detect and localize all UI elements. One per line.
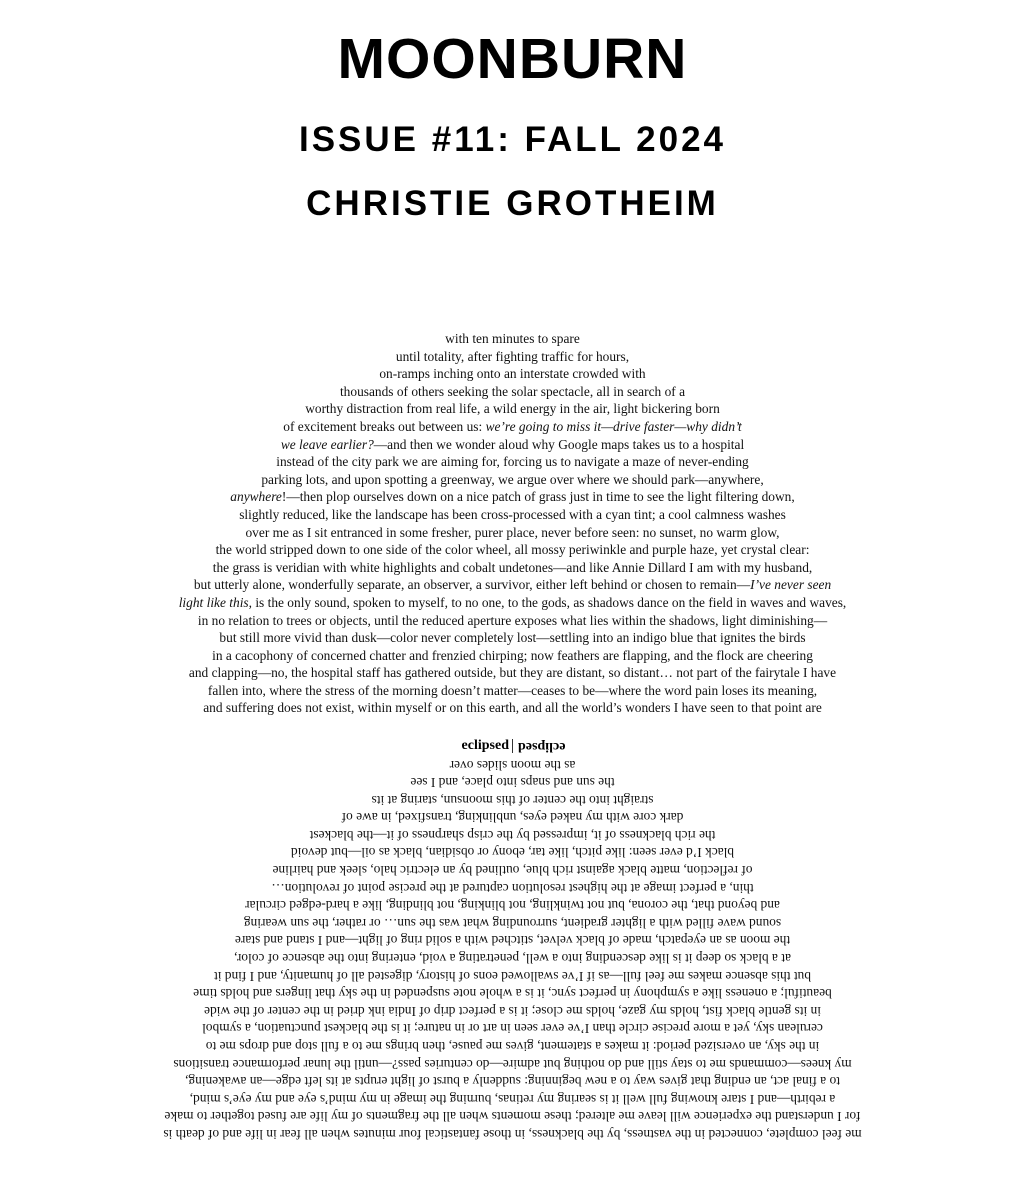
poem-line	[0, 1038, 1025, 1056]
poem-line	[0, 1125, 1025, 1143]
poem-line-segment: —and then we wonder aloud why Google maps takes us to a hospital	[373, 436, 745, 452]
poem-line-segment: of excitement breaks out between us:	[283, 418, 486, 434]
poem-line	[0, 879, 1025, 897]
poem-line-segment: the moon as an eyepatch, made of black velvet, stitched with a solid ring of light—and I stand and stare	[234, 933, 791, 949]
poem-line	[0, 471, 1025, 489]
poem-line	[0, 844, 1025, 862]
poem-line	[0, 488, 1025, 506]
poem-line	[0, 1108, 1025, 1126]
poem-line-segment: with ten minutes to spare	[445, 331, 580, 346]
poem-line-segment: but this absence makes me feel full—as if I’ve swallowed eons of history, digested all of humanity, and I find it	[214, 968, 811, 984]
poem-line	[0, 897, 1025, 915]
poem-line-segment: on-ramps inching onto an interstate crowded with	[379, 366, 646, 382]
poem-line-segment: a rebirth—and I stare knowing full well it is searing my retinas, burning the image in my mind’s eye and my eye’s mind,	[189, 1091, 836, 1107]
poem-line-segment: beautiful; a oneness like a symphony in perfect sync, it is a whole note suspended in the sky that lingers and holds time	[193, 986, 832, 1002]
poem-line-segment: sound wave filled with a lighter gradient, surrounding what was the sun… or rather, the sun wearing	[243, 915, 782, 931]
poem-line	[0, 576, 1025, 594]
poem-line	[0, 1020, 1025, 1038]
poem-line	[0, 348, 1025, 366]
poem-line	[0, 699, 1025, 717]
poem-line-segment: as the moon slides over	[449, 757, 576, 773]
poem-line-italic-segment: light like this	[178, 594, 249, 610]
poem-line-segment: thousands of others seeking the solar spectacle, all in search of a	[339, 383, 686, 399]
author-name: CHRISTIE GROTHEIM	[306, 184, 719, 223]
poem-line	[0, 541, 1025, 559]
poem-line	[0, 826, 1025, 844]
poem-line-segment: in its gentle black fist, holds my gaze, holds me close; it is a perfect drip of India ink dried in the center of the wide	[204, 1003, 821, 1019]
poem-line-segment: my knees—commands me to stay still and do nothing but admire—do centuries pass?—until the lunar performance transitions	[173, 1056, 852, 1072]
poem-line-segment: but utterly alone, wonderfully separate, an observer, a survivor, either left behind or chosen to remain—	[193, 577, 751, 593]
poem-line-italic-segment: I’ve never seen	[750, 577, 832, 593]
poem-line-italic-segment: we leave earlier?	[280, 436, 374, 452]
poem-line	[0, 862, 1025, 880]
poem-line	[0, 594, 1025, 612]
poem-line-segment: black I’d ever seen: like pitch, like tar, ebony or obsidian, black as oil—but devoid	[290, 845, 735, 861]
poem-line	[0, 950, 1025, 968]
poem-line	[0, 1002, 1025, 1020]
poem-line-segment: to a final act, an ending that gives way to a new beginning: suddenly a burst of light erupts at its left edge—an awakening,	[185, 1074, 840, 1090]
poem-line-segment: and clapping—no, the hospital staff has gathered outside, but they are distant, so distant… not part of the fairytale I have	[188, 665, 837, 681]
poem-upper-half	[0, 330, 1025, 717]
poem-line-segment: the rich blackness of it, impressed by the crisp sharpness of it—the blackest	[309, 827, 716, 843]
poem-line-segment: parking lots, and upon spotting a greenway, we argue over where we should park—anywhere,	[261, 471, 764, 487]
poem-line-segment: straight into the center of this moonsun, staring at its	[371, 792, 654, 808]
poem-line-segment: cerulean sky, yet a more precise circle than I’ve ever seen in art or in nature; it is the blackest punctuation, a symbol	[202, 1021, 823, 1037]
poem-line-segment: fallen into, where the stress of the morning doesn’t matter—ceases to be—where the word pain loses its meaning,	[207, 682, 818, 698]
poem-line-italic-segment: anywhere	[230, 489, 282, 505]
magazine-title: MOONBURN	[337, 27, 688, 91]
poem-line	[0, 1090, 1025, 1108]
poem-line	[0, 612, 1025, 630]
poem-line	[0, 436, 1025, 454]
poem-line-segment: in the sky, an oversized period: it makes a statement, gives me pause, then brings me to a full stop and drops me to	[205, 1039, 820, 1055]
poem-line	[0, 809, 1025, 827]
poem-line	[0, 664, 1025, 682]
poem-line	[0, 967, 1025, 985]
poem-line	[0, 383, 1025, 401]
poem-line-segment: !—then plop ourselves down on a nice patch of grass just in time to see the light filtering down,	[281, 489, 795, 505]
poem-line	[0, 791, 1025, 809]
center-word-inverted: eclipsed	[518, 739, 566, 754]
poem-line	[0, 985, 1025, 1003]
poem-center-word	[0, 737, 1025, 755]
poem-line	[0, 453, 1025, 471]
poem-line	[0, 418, 1025, 436]
poem-line-segment: in a cacophony of concerned chatter and frenzied chirping; now feathers are flapping, and the flock are cheering	[212, 647, 813, 663]
poem-line	[0, 330, 1025, 348]
center-divider	[512, 739, 513, 753]
center-word-upright: eclipsed	[461, 738, 509, 753]
issue-label: ISSUE #11: FALL 2024	[298, 120, 727, 159]
poem-line-segment: instead of the city park we are aiming for, forcing us to navigate a maze of never-ending	[276, 454, 749, 470]
poem-line-segment: worthy distraction from real life, a wild energy in the air, light bickering born	[305, 401, 720, 417]
poem-line	[0, 1073, 1025, 1091]
poem-line-italic-segment: we’re going to miss it—drive faster—why didn’t	[485, 418, 742, 434]
poem-line	[0, 932, 1025, 950]
poem-line-segment: the sun and snaps into place, and I see	[410, 775, 615, 791]
poem-line	[0, 629, 1025, 647]
poem-line	[0, 365, 1025, 383]
poem-line	[0, 524, 1025, 542]
poem-line-segment: at a black so deep it is like descending into a well, penetrating a void, entering into the absence of color,	[234, 951, 791, 967]
poem-line	[0, 1055, 1025, 1073]
poem-line	[0, 647, 1025, 665]
poem-line	[0, 559, 1025, 577]
poem-line	[0, 400, 1025, 418]
poem-line-segment: slightly reduced, like the landscape has been cross-processed with a cyan tint; a cool calmness washes	[239, 506, 786, 522]
poem-line	[0, 914, 1025, 932]
poem-line	[0, 682, 1025, 700]
poem-line-segment: until totality, after fighting traffic for hours,	[395, 348, 630, 364]
poem-line-segment: and suffering does not exist, within myself or on this earth, and all the world’s wonders I have seen to that point are	[203, 700, 822, 716]
poem-line-segment: thin, a perfect image at the highest resolution captured at the precise point of revolution…	[271, 880, 754, 896]
poem-line-segment: the world stripped down to one side of the color wheel, all mossy periwinkle and purple haze, yet crystal clear:	[215, 542, 810, 558]
poem-line-segment: dark core with my naked eyes, unblinking, transfixed, in awe of	[341, 810, 684, 826]
poem-line-segment: in no relation to trees or objects, until the reduced aperture exposes what lies within the shadows, light diminishing—	[197, 612, 828, 628]
poem-line-segment: the grass is veridian with white highlights and cobalt undetones—and like Annie Dillard I am with my husband,	[212, 559, 813, 575]
poem-line	[0, 506, 1025, 524]
poem-line-segment: of reflection, matte black against rich blue, outlined by an electric halo, sleek and hairline	[272, 863, 753, 879]
poem-lower-half-inverted	[0, 756, 1025, 1143]
poem-line-segment: me feel complete, connected in the vastness, by the blackness, in those fantastical four minutes when all fear in life and of death is	[163, 1127, 862, 1143]
poem-line-segment: , is the only sound, spoken to myself, to no one, to the gods, as shadows dance on the field in waves and waves,	[248, 594, 847, 610]
poem-line-segment: for I understand the experience will leave me altered; these moments when all the fragments of my life are fused together to make	[164, 1109, 861, 1125]
poem-line-segment: over me as I sit entranced in some fresher, purer place, never before seen: no sunset, no warm glow,	[245, 524, 780, 540]
poem-line	[0, 774, 1025, 792]
poem-line-segment: and beyond that, the corona, but not twinkling, not blinking, not blinding, like a hard-edged circular	[245, 898, 780, 914]
poem-line	[0, 756, 1025, 774]
poem-line-segment: but still more vivid than dusk—color never completely lost—settling into an indigo blue that ignites the birds	[219, 630, 806, 646]
